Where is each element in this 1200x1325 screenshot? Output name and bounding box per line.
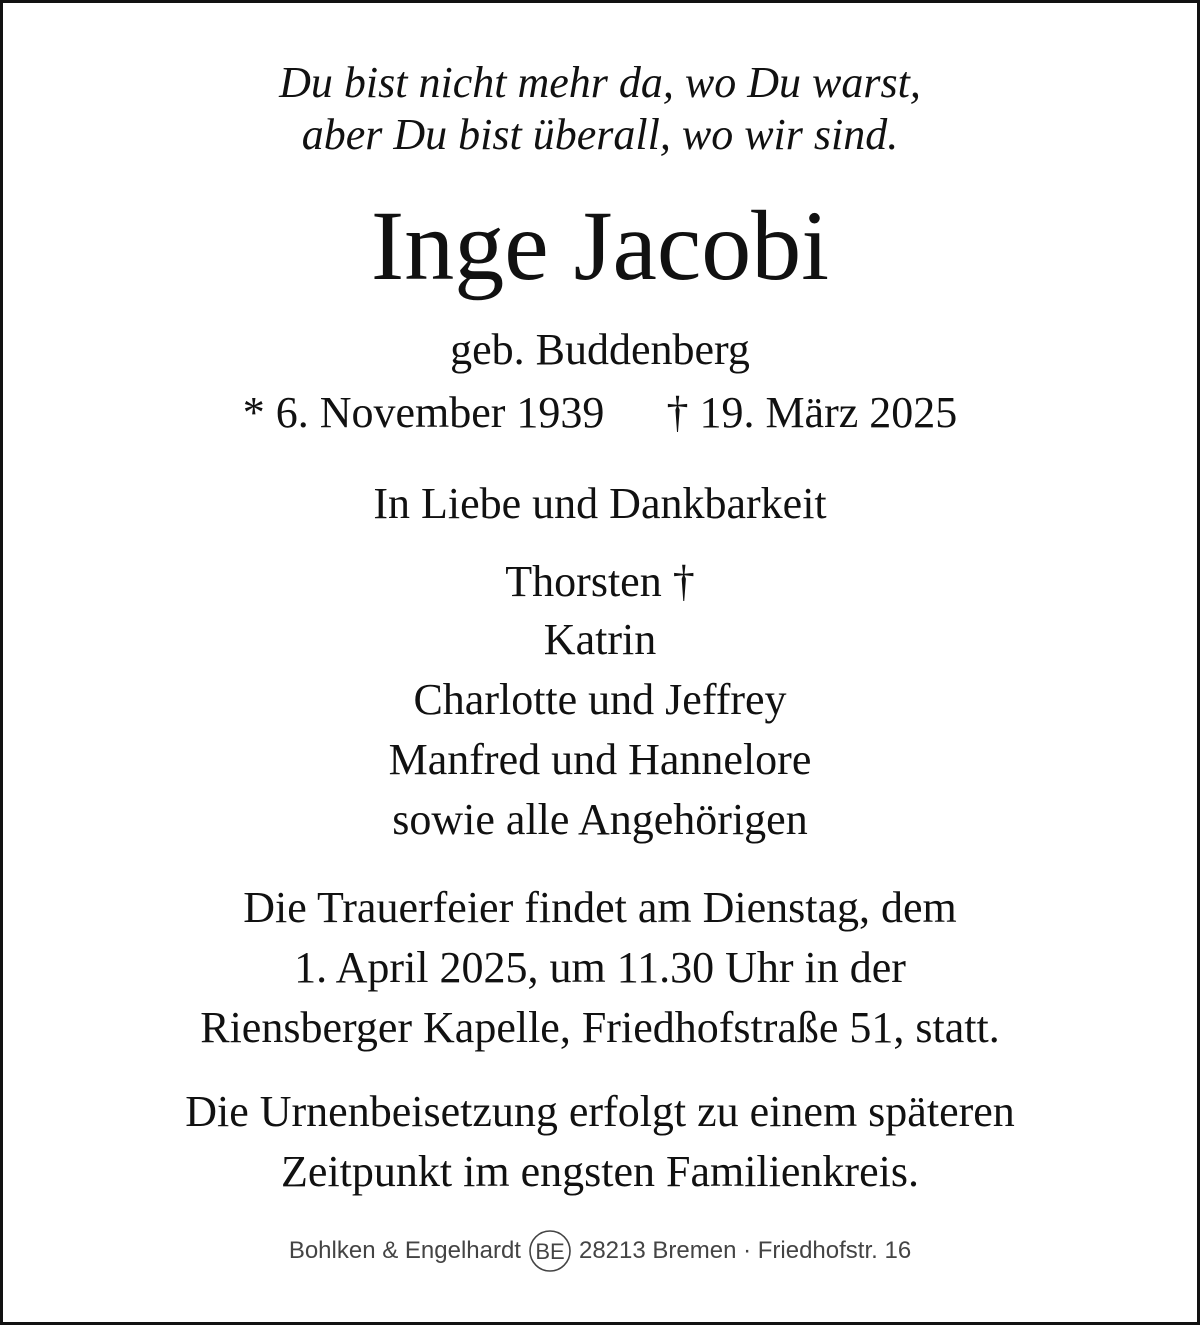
mourner: Manfred und Hannelore	[388, 735, 812, 784]
ceremony-line-3: Riensberger Kapelle, Friedhofstraße 51, statt.	[200, 1003, 1000, 1052]
mourner: sowie alle Angehörigen	[392, 795, 808, 844]
mourner: Charlotte und Jeffrey	[413, 675, 787, 724]
dedication: In Liebe und Dankbarkeit	[373, 479, 827, 528]
funeral-home-address: 28213 Bremen · Friedhofstr. 16	[578, 1237, 912, 1264]
funeral-home-logo-icon	[527, 1228, 573, 1274]
ceremony-line-2: 1. April 2025, um 11.30 Uhr in der	[294, 943, 906, 992]
maiden-name: geb. Buddenberg	[450, 325, 750, 374]
deceased-name: Inge Jacobi	[370, 190, 830, 301]
logo-letters: BE	[535, 1239, 565, 1264]
motto-line-2: aber Du bist überall, wo wir sind.	[301, 110, 899, 159]
death-date: † 19. März 2025	[666, 388, 958, 437]
mourner: Thorsten †	[505, 557, 695, 606]
funeral-home-name: Bohlken & Engelhardt	[288, 1237, 521, 1264]
birth-date: * 6. November 1939	[242, 388, 605, 437]
burial-line-1: Die Urnenbeisetzung erfolgt zu einem späteren	[185, 1087, 1015, 1136]
burial-line-2: Zeitpunkt im engsten Familienkreis.	[281, 1147, 919, 1196]
mourner: Katrin	[543, 615, 657, 664]
motto-line-1: Du bist nicht mehr da, wo Du warst,	[279, 58, 921, 107]
life-dates	[3, 387, 1197, 439]
ceremony-line-1: Die Trauerfeier findet am Dienstag, dem	[243, 883, 957, 932]
funeral-home-footer	[3, 1227, 1197, 1275]
